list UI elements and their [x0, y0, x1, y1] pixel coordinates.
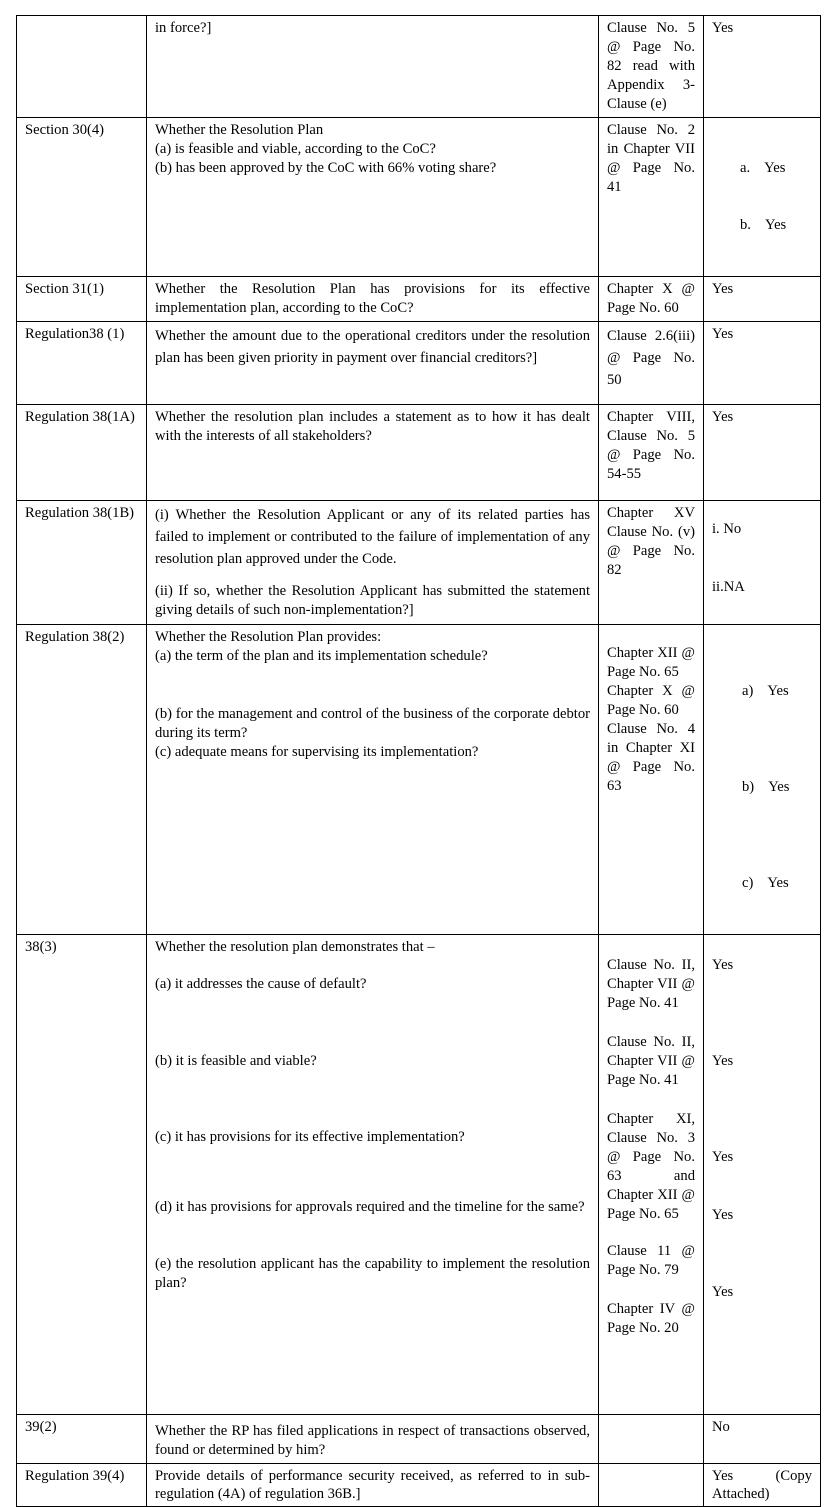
table-row — [17, 1464, 821, 1507]
reference-cell: Regulation 38(2) — [17, 625, 147, 935]
table-row — [17, 625, 821, 935]
clause-text: Clause No. II, Chapter VII @ Page No. 41 — [607, 1034, 695, 1088]
clause-cell: Chapter X @ Page No. 60 — [599, 277, 704, 322]
clause-text: Clause No. 4 in Chapter XI @ Page No. 63 — [607, 721, 695, 794]
question-text: (b) it is feasible and viable? — [155, 1053, 317, 1069]
question-text: Whether the resolution plan includes a statement as to how it has dealt with the interests of all stakeholders? — [155, 409, 590, 444]
question-text: (a) the term of the plan and its implementation schedule? — [155, 648, 488, 664]
question-text: Whether the Resolution Plan has provisions for its effective implementation plan, according to the CoC? — [155, 281, 590, 316]
question-text: in force?] — [155, 20, 212, 36]
answer-cell — [704, 322, 821, 405]
question-cell — [147, 405, 599, 501]
answer-text: c) Yes — [742, 875, 789, 891]
answer-text: Yes — [712, 20, 734, 36]
reference-cell: Regulation 39(4) — [17, 1464, 147, 1507]
question-text: (d) it has provisions for approvals required and the timeline for the same? — [155, 1199, 585, 1215]
table-row — [17, 118, 821, 277]
question-text: Whether the amount due to the operational creditors under the resolution plan has been given priority in payment over financial creditors?] — [155, 328, 590, 366]
table-row — [17, 1415, 821, 1464]
question-text: Whether the Resolution Plan — [155, 122, 324, 138]
table-row — [17, 322, 821, 405]
answer-text: b. Yes — [740, 217, 787, 233]
clause-cell: Clause No. 2 in Chapter VII @ Page No. 41 — [599, 118, 704, 277]
question-text: (c) it has provisions for its effective implementation? — [155, 1129, 465, 1145]
table-row — [17, 501, 821, 625]
answer-text: a) Yes — [742, 683, 789, 699]
answer-cell — [704, 935, 821, 1415]
question-text: (i) Whether the Resolution Applicant or any of its related parties has failed to implement or contributed to the failure of implementation of any resolution plan approved under the Code. — [155, 507, 590, 567]
answer-text: Yes — [712, 281, 734, 297]
reference-cell: Regulation 38(1A) — [17, 405, 147, 501]
answer-cell — [704, 1415, 821, 1464]
answer-cell — [704, 118, 821, 277]
question-cell — [147, 277, 599, 322]
question-cell — [147, 625, 599, 935]
clause-text: Chapter XII @ Page No. 65 — [607, 645, 695, 680]
clause-text: Chapter X @ Page No. 60 — [607, 683, 695, 718]
clause-text: Chapter XI, Clause No. 3 @ Page No. 63 and Chapter XII @ Page No. 65 — [607, 1111, 695, 1222]
table-row — [17, 935, 821, 1415]
answer-text: Yes — [712, 409, 734, 425]
clause-text: Clause No. II, Chapter VII @ Page No. 41 — [607, 957, 695, 1011]
question-text: (e) the resolution applicant has the capability to implement the resolution plan? — [155, 1256, 590, 1291]
question-text: Whether the RP has filed applications in respect of transactions observed, found or determined by him? — [155, 1423, 590, 1458]
answer-text: Yes — [712, 1149, 734, 1165]
table-row — [17, 16, 821, 118]
reference-cell: 39(2) — [17, 1415, 147, 1464]
clause-cell — [599, 1415, 704, 1464]
question-cell — [147, 1464, 599, 1507]
compliance-table — [16, 15, 821, 1507]
clause-cell — [599, 1464, 704, 1507]
question-text: Whether the resolution plan demonstrates that – — [155, 939, 435, 955]
question-text: Provide details of performance security received, as referred to in sub-regulation (4A) of regulation 36B.] — [155, 1468, 590, 1502]
answer-cell — [704, 1464, 821, 1507]
clause-cell: Clause No. 5 @ Page No. 82 read with Appendix 3-Clause (e) — [599, 16, 704, 118]
reference-cell — [17, 16, 147, 118]
answer-text: Yes — [712, 1207, 734, 1223]
answer-text: Yes — [712, 1053, 734, 1069]
question-cell — [147, 935, 599, 1415]
answer-cell — [704, 625, 821, 935]
answer-cell — [704, 501, 821, 625]
table-row — [17, 277, 821, 322]
reference-cell: Section 31(1) — [17, 277, 147, 322]
reference-cell: Section 30(4) — [17, 118, 147, 277]
answer-text: i. No — [712, 521, 742, 537]
reference-cell: Regulation38 (1) — [17, 322, 147, 405]
clause-cell — [599, 935, 704, 1415]
question-text: Whether the Resolution Plan provides: — [155, 629, 382, 645]
table-row — [17, 405, 821, 501]
question-cell — [147, 118, 599, 277]
clause-text: Chapter IV @ Page No. 20 — [607, 1301, 695, 1336]
answer-text: No — [712, 1419, 730, 1435]
answer-cell — [704, 277, 821, 322]
reference-cell: Regulation 38(1B) — [17, 501, 147, 625]
answer-text: ii.NA — [712, 579, 745, 595]
question-text: (ii) If so, whether the Resolution Applicant has submitted the statement giving details of such non-implementation?] — [155, 583, 590, 618]
question-cell — [147, 1415, 599, 1464]
question-cell — [147, 501, 599, 625]
answer-text: Yes (Copy Attached) — [712, 1468, 812, 1502]
answer-cell — [704, 405, 821, 501]
clause-cell: Clause 2.6(iii) @ Page No. 50 — [599, 322, 704, 405]
answer-text: Yes — [712, 1284, 734, 1300]
reference-cell: 38(3) — [17, 935, 147, 1415]
question-text: (b) for the management and control of the business of the corporate debtor during its term? — [155, 706, 590, 741]
question-text: (a) is feasible and viable, according to the CoC? — [155, 141, 436, 157]
clause-cell: Chapter XV Clause No. (v) @ Page No. 82 — [599, 501, 704, 625]
answer-text: b) Yes — [742, 779, 790, 795]
question-cell — [147, 322, 599, 405]
clause-cell — [599, 625, 704, 935]
answer-text: Yes — [712, 326, 734, 342]
answer-cell — [704, 16, 821, 118]
answer-text: a. Yes — [740, 160, 786, 176]
question-text: (b) has been approved by the CoC with 66% voting share? — [155, 160, 497, 176]
clause-text: Clause 11 @ Page No. 79 — [607, 1243, 695, 1278]
answer-text: Yes — [712, 957, 734, 973]
question-text: (c) adequate means for supervising its implementation? — [155, 744, 479, 760]
question-text: (a) it addresses the cause of default? — [155, 976, 367, 992]
clause-cell: Chapter VIII, Clause No. 5 @ Page No. 54-55 — [599, 405, 704, 501]
question-cell — [147, 16, 599, 118]
